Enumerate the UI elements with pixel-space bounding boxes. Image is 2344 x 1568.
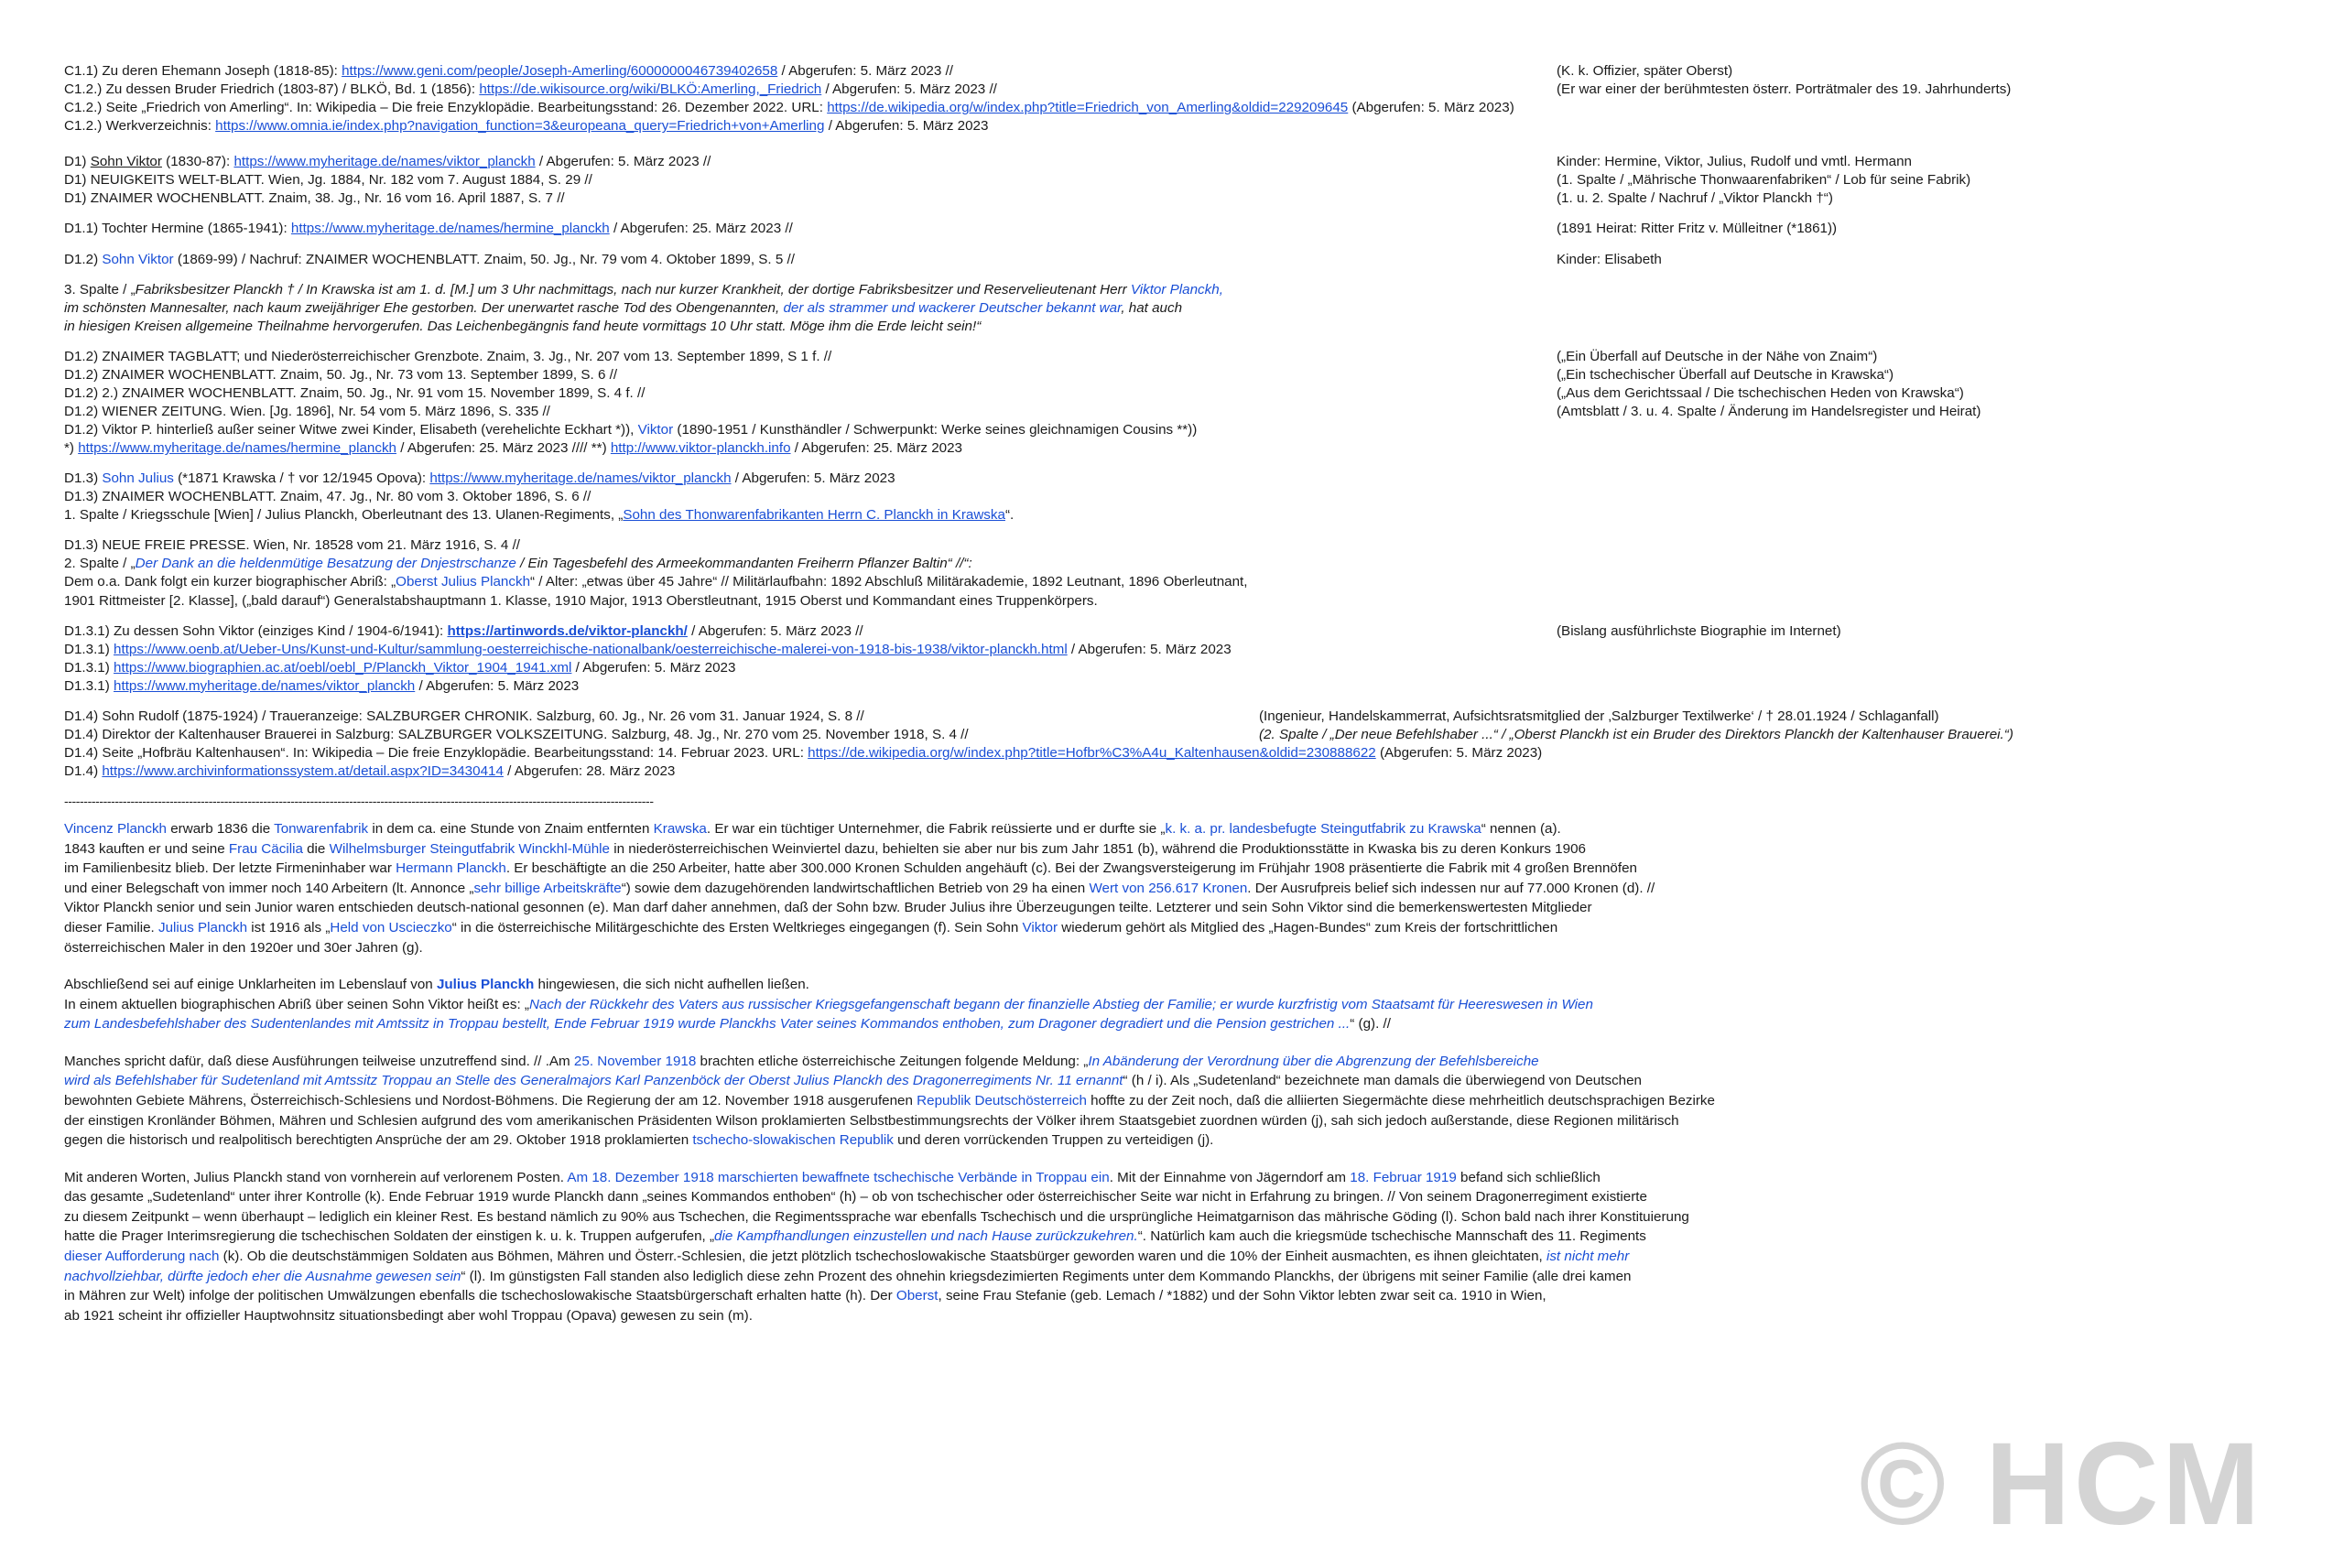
- essay-segment: erwarb 1836 die: [167, 821, 275, 838]
- essay-segment: 1843 kauften er und seine: [64, 840, 229, 857]
- essay-paragraph-3: [64, 1052, 2262, 1151]
- reference-d131c-text: [64, 659, 2188, 677]
- essay-segment: Viktor: [1022, 919, 1058, 935]
- reference-row-d14: [64, 708, 2280, 726]
- reference-row-d13g: [64, 592, 2280, 611]
- essay-segment: “ (g). //: [1350, 1016, 1391, 1033]
- reference-row-c12c: [64, 117, 2280, 135]
- essay-segment: dieser Familie.: [64, 919, 158, 935]
- reference-d12b-note: („Ein tschechischer Überfall auf Deutsche in Krawska“): [1557, 366, 1894, 383]
- essay-segment: . Mit der Einnahme von Jägerndorf am: [1109, 1169, 1351, 1185]
- reference-d14b-text: D1.4) Direktor der Kaltenhauser Brauerei in Salzburg: SALZBURGER VOLKSZEITUNG. Salzburg, 48. Jg., Nr. 270 vom 25. November 1918, S. 4 //: [64, 726, 969, 742]
- quote-1-text: [64, 281, 2188, 299]
- reference-row-d13: [64, 470, 2280, 488]
- essay-line: [64, 1207, 2262, 1227]
- reference-row-d13e: [64, 555, 2280, 573]
- essay-segment: Mit anderen Worten, Julius Planckh stand von vornherein auf verlorenem Posten.: [64, 1169, 568, 1185]
- reference-c11-note: (K. k. Offizier, später Oberst): [1557, 63, 1733, 79]
- essay-segment: in niederösterreichischen Weinviertel dazu, behielten sie aber nur bis zum Jahr 1851 (b), während die Produktionsstätte in Kwaska bis zu deren Konkurs 1906: [610, 840, 1586, 857]
- c12a-prefix: C1.2.) Zu dessen Bruder Friedrich (1803-87) / BLKÖ, Bd. 1 (1856):: [64, 81, 480, 98]
- essay-segment: das gesamte „Sudetenland“ unter ihrer Kontrolle (k). Ende Februar 1919 wurde Planckh dann „seines Kommandos enthoben“ (h) – ob von tschechischer oder österreichischer Seite war nicht in Erfahrung zu bringen. // Von seinem Dragonerregiment existierte: [64, 1189, 1647, 1206]
- d14d-link[interactable]: https://www.archivinformationssystem.at/detail.aspx?ID=3430414: [102, 763, 504, 779]
- reference-d1b-note: (1. Spalte / „Mährische Thonwaarenfabriken“ / Lob für seine Fabrik): [1557, 172, 1971, 189]
- d13f-prefix: Dem o.a. Dank folgt ein kurzer biographischer Abriß: „: [64, 574, 396, 590]
- essay-segment: wiederum gehört als Mitglied des „Hagen-Bundes“ zum Kreis der fortschrittlichen: [1058, 919, 1558, 935]
- c12c-link[interactable]: https://www.omnia.ie/index.php?navigation_function=3&europeana_query=Friedrich+von+Amerling: [215, 118, 825, 135]
- reference-d131-text: [64, 622, 1529, 641]
- reference-row-c12b: [64, 99, 2280, 117]
- reference-d13g-text: 1901 Rittmeister [2. Klasse], („bald darauf“) Generalstabshauptmann 1. Klasse, 1910 Major, 1913 Oberstleutnant, 1915 Oberst und Kommandant eines Truppenkörpers.: [64, 592, 1098, 609]
- essay-segment: Nach der Rückkehr des Vaters aus russischer Kriegsgefangenschaft begann der finanzielle Abstieg der Familie; er wurde kurzfristig vom Staatsamt für Heereswesen in Wien: [528, 996, 1593, 1012]
- essay-segment: Tonwarenfabrik: [274, 821, 369, 838]
- d131d-prefix: D1.3.1): [64, 677, 114, 694]
- reference-d11-note: (1891 Heirat: Ritter Fritz v. Mülleitner (*1861)): [1557, 221, 1838, 237]
- essay-line: [64, 1091, 2262, 1111]
- essay-segment: 25. November 1918: [573, 1053, 697, 1069]
- reference-row-d131: [64, 622, 2280, 641]
- c12a-link[interactable]: https://de.wikisource.org/wiki/BLKÖ:Amerling,_Friedrich: [479, 81, 822, 98]
- quote-2-italic: im schönsten Mannesalter, nach kaum zweijähriger Ehe gestorben. Der unerwartet rasche Tod des Obengenannten,: [64, 299, 784, 316]
- essay-line: [64, 859, 2262, 879]
- essay-segment: Vincenz Planckh: [64, 821, 168, 838]
- reference-d13d-text: D1.3) NEUE FREIE PRESSE. Wien, Nr. 18528 vom 21. März 1916, S. 4 //: [64, 537, 521, 554]
- d12tail2-mid: / Abgerufen: 25. März 2023 //// **): [396, 440, 611, 457]
- reference-c12b-text: [64, 99, 2188, 117]
- reference-d12a-text: D1.2) ZNAIMER TAGBLATT; und Niederösterreichischer Grenzbote. Znaim, 3. Jg., Nr. 207 vom 13. September 1899, S 1 f. //: [64, 348, 832, 364]
- reference-d131b-text: [64, 641, 2188, 659]
- reference-d12tail-text: [64, 421, 2188, 439]
- d131b-suffix: / Abgerufen: 5. März 2023: [1067, 641, 1232, 657]
- quote-line-1: [64, 281, 2280, 299]
- essay-segment: 18. Februar 1919: [1350, 1169, 1457, 1185]
- essay-segment: bewohnten Gebiete Mährens, Österreichisch-Schlesiens und Nordost-Böhmens. Die Regierung der am 12. November 1918 ausgerufenen: [64, 1093, 917, 1108]
- essay-segment: zu diesem Zeitpunkt – wenn überhaupt – lediglich ein kleiner Rest. Es bestand nämlich zu 90% aus Tschechen, die Regimentssprache war ebenfalls Tschechisch und die ursprüngliche Heimatgarnison das mährische Göding (l). Schon bald nach ihrer Konstituierung: [64, 1208, 1689, 1225]
- reference-d1c-note: (1. u. 2. Spalte / Nachruf / „Viktor Planckh †“): [1557, 190, 1833, 207]
- d12tail2-prefix: *): [64, 440, 79, 457]
- essay-segment: Republik Deutschösterreich: [917, 1093, 1087, 1108]
- essay-line: [64, 1052, 2262, 1072]
- essay-segment: . Er war ein tüchtiger Unternehmer, die Fabrik reüssierte und er durfte sie „: [706, 821, 1166, 838]
- section-divider: -------------------------------------------------------------------------------------------------------------------------------------------------------: [64, 794, 654, 809]
- essay-segment: Held von Uscieczko: [330, 919, 452, 935]
- reference-row-d12tail: [64, 421, 2280, 439]
- essay-segment: Am 18. Dezember 1918 marschierten bewaffnete tschechische Verbände in Troppau ein: [567, 1169, 1110, 1185]
- essay-segment: Krawska: [653, 821, 707, 838]
- reference-row-d13f: [64, 573, 2280, 591]
- d11-link[interactable]: https://www.myheritage.de/names/hermine_planckh: [290, 221, 610, 237]
- essay-segment: befand sich schließlich: [1456, 1169, 1601, 1185]
- essay-segment: und einer Belegschaft von immer noch 140 Arbeitern (lt. Annonce „: [64, 880, 474, 896]
- quote-line-3: [64, 318, 2280, 336]
- reference-d131-note: (Bislang ausführlichste Biographie im Internet): [1557, 622, 1841, 639]
- reference-row-d1c: [64, 189, 2280, 208]
- quote-2-highlight: der als strammer und wackerer Deutscher bekannt war: [783, 299, 1122, 316]
- d13-prefix: D1.3): [64, 470, 103, 487]
- essay-segment: zum Landesbefehlshaber des Sudentenlandes mit Amtssitz in Troppau bestellt, Ende Februar 1919 wurde Planckhs Vater seines Kommandos enthoben, zum Dragoner degradiert und die Pension gestrichen ...: [64, 1016, 1351, 1033]
- d131c-suffix: / Abgerufen: 5. März 2023: [571, 659, 736, 676]
- reference-d12c-note: („Aus dem Gerichtssaal / Die tschechischen Heden von Krawska“): [1557, 384, 1964, 401]
- d13e-suffix: / Ein Tagesbefehl des Armeekommandanten Freiherrn Pflanzer Baltin“ //“:: [515, 556, 972, 572]
- c11-suffix: / Abgerufen: 5. März 2023 //: [777, 63, 953, 79]
- quote-2-text: [64, 299, 2188, 318]
- essay-segment: ab 1921 scheint ihr offizieller Hauptwohnsitz situationsbedingt aber wohl Troppau (Opava) gewesen zu sein (m).: [64, 1307, 753, 1324]
- reference-d14-text: D1.4) Sohn Rudolf (1875-1924) / Traueranzeige: SALZBURGER CHRONIK. Salzburg, 60. Jg., Nr. 26 vom 31. Januar 1924, S. 8 //: [64, 708, 864, 724]
- reference-d12-text: [64, 251, 1529, 269]
- essay-segment: in Mähren zur Welt) infolge der politischen Umwälzungen ebenfalls die tschechoslowakische Staatsbürgerschaft erhalten hatte (h). Der: [64, 1288, 896, 1304]
- d131d-link[interactable]: https://www.myheritage.de/names/viktor_planckh: [114, 677, 416, 694]
- d13-highlight: Sohn Julius: [102, 470, 174, 487]
- d131b-link[interactable]: https://www.oenb.at/Ueber-Uns/Kunst-und-Kultur/sammlung-oesterreichische-nationalbank/oesterreichische-malerei-von-1918-bis-1938/viktor-planckh.html: [114, 641, 1068, 657]
- essay-segment: “. Natürlich kam auch die kriegsmüde tschechische Mannschaft des 11. Regiments: [1137, 1228, 1646, 1245]
- reference-d14b-note: (2. Spalte / „Der neue Befehlshaber ...“ / „Oberst Planckh ist ein Bruder des Direktors Planckh der Kaltenhauser Brauerei.“): [1259, 726, 2013, 742]
- reference-d13b-text: D1.3) ZNAIMER WOCHENBLATT. Znaim, 47. Jg., Nr. 80 vom 3. Oktober 1896, S. 6 //: [64, 489, 591, 505]
- essay-segment: österreichischen Maler in den 1920er und 30er Jahren (g).: [64, 939, 423, 956]
- essay-segment: “ (h / i). Als „Sudetenland“ bezeichnete man damals die überwiegend von Deutschen: [1123, 1073, 1642, 1089]
- d14c-prefix: D1.4) Seite „Hofbräu Kaltenhausen“. In: Wikipedia – Die freie Enzyklopädie. Bearbeitungsstand: 14. Februar 2023. URL:: [64, 744, 808, 761]
- essay-segment: k. k. a. pr. landesbefugte Steingutfabrik zu Krawska: [1165, 821, 1481, 838]
- d13-link[interactable]: https://www.myheritage.de/names/viktor_planckh: [429, 470, 732, 487]
- reference-row-d131d: [64, 677, 2280, 696]
- essay-segment: hoffte zu der Zeit noch, daß die alliierten Siegermächte diese mehrheitlich deutschsprachigen Bezirke: [1086, 1093, 1715, 1108]
- d131d-suffix: / Abgerufen: 5. März 2023: [415, 677, 580, 694]
- d12-suffix: (1869-99) / Nachruf: ZNAIMER WOCHENBLATT. Znaim, 50. Jg., Nr. 79 vom 4. Oktober 1899, S. 5 //: [173, 251, 795, 267]
- essay-line: [64, 938, 2262, 958]
- essay-segment: Manches spricht dafür, daß diese Ausführungen teilweise unzutreffend sind. // .Am: [64, 1053, 574, 1069]
- essay-segment: hatte die Prager Interimsregierung die tschechischen Soldaten der einstigen k. u. k. Truppen aufgerufen, „: [64, 1228, 715, 1245]
- document-content: [64, 62, 2280, 1325]
- essay-line: [64, 1187, 2262, 1207]
- d13e-prefix: 2. Spalte / „: [64, 556, 136, 572]
- essay-line: [64, 1267, 2262, 1287]
- d14c-link[interactable]: https://de.wikipedia.org/w/index.php?title=Hofbr%C3%A4u_Kaltenhausen&oldid=230888622: [808, 744, 1376, 761]
- d12tail2-suffix: / Abgerufen: 25. März 2023: [790, 440, 962, 457]
- d12tail2-link1[interactable]: https://www.myheritage.de/names/hermine_planckh: [78, 440, 396, 457]
- d12tail-suffix: (1890-1951 / Kunsthändler / Schwerpunkt: Werke seines gleichnamigen Cousins **)): [673, 422, 1198, 438]
- reference-d14c-text: [64, 744, 2262, 762]
- reference-d11-text: [64, 220, 1529, 238]
- d1-link[interactable]: https://www.myheritage.de/names/viktor_planckh: [233, 154, 536, 170]
- c12b-prefix: C1.2.) Seite „Friedrich von Amerling“. In: Wikipedia – Die freie Enzyklopädie. Bearbeitungsstand: 26. Dezember 2022. URL:: [64, 100, 828, 116]
- d13e-highlight: Der Dank an die heldenmütige Besatzung der Dnjestrschanze: [135, 556, 516, 572]
- essay-line: [64, 1306, 2262, 1326]
- essay-segment: Frau Cäcilia: [228, 840, 303, 857]
- reference-row-d12b: [64, 366, 2280, 384]
- d1-mid: (1830-87):: [161, 154, 234, 170]
- d13c-prefix: 1. Spalte / Kriegsschule [Wien] / Julius Planckh, Oberleutnant des 13. Ulanen-Regiments, „: [64, 507, 624, 524]
- reference-d12c-text: D1.2) 2.) ZNAIMER WOCHENBLATT. Znaim, 50. Jg., Nr. 91 vom 15. November 1899, S. 4 f. //: [64, 384, 646, 401]
- reference-d13-text: [64, 470, 2188, 488]
- d13c-suffix: “.: [1004, 507, 1015, 524]
- reference-row-d12d: [64, 403, 2280, 421]
- d1-underlined: Sohn Viktor: [90, 154, 162, 170]
- reference-c12c-text: [64, 117, 2188, 135]
- essay-segment: tschecho-slowakischen Republik: [692, 1132, 894, 1149]
- essay-line: [64, 1014, 2262, 1034]
- essay-segment: der einstigen Kronländer Böhmen, Mähren und Schlesien aufgrund des vom amerikanischen Präsidenten Wilson proklamierten Selbstbestimmungsrechts der Völker ihrem Staatsgebiet zuordnen würden (j), sah sich jedoch außerstande, diese Regionen militärisch: [64, 1112, 1679, 1129]
- essay-segment: Abschließend sei auf einige Unklarheiten im Lebenslauf von: [64, 977, 437, 993]
- reference-row-d131c: [64, 659, 2280, 677]
- d131b-prefix: D1.3.1): [64, 641, 114, 657]
- c12b-suffix: (Abgerufen: 5. März 2023): [1348, 100, 1514, 116]
- d14d-suffix: / Abgerufen: 28. März 2023: [503, 763, 676, 779]
- quote-2-suffix: , hat auch: [1121, 299, 1183, 316]
- essay-segment: wird als Befehlshaber für Sudetenland mit Amtssitz Troppau an Stelle des Generalmajors Karl Panzenböck der Oberst Julius Planckh des Dragonerregiments Nr. 11 ernannt: [64, 1073, 1123, 1089]
- reference-d1-text: [64, 153, 1529, 171]
- reference-row-d1b: [64, 171, 2280, 189]
- d131-suffix: / Abgerufen: 5. März 2023 //: [687, 622, 863, 639]
- essay-segment: im Familienbesitz blieb. Der letzte Firmeninhaber war: [64, 860, 396, 877]
- essay-segment: nachvollziehbar, dürfte jedoch eher die Ausnahme gewesen sein: [64, 1268, 461, 1284]
- essay-segment: , seine Frau Stefanie (geb. Lemach / *1882) und der Sohn Viktor lebten zwar seit ca. 1910 in Wien,: [938, 1288, 1546, 1304]
- reference-row-d12: [64, 251, 2280, 269]
- reference-row-d12tail2: [64, 439, 2280, 458]
- essay-segment: Wilhelmsburger Steingutfabrik Winckhl-Mühle: [329, 840, 610, 857]
- reference-d12b-text: D1.2) ZNAIMER WOCHENBLATT. Znaim, 50. Jg., Nr. 73 vom 13. September 1899, S. 6 //: [64, 366, 618, 383]
- essay-line: [64, 995, 2262, 1015]
- essay-line: [64, 918, 2262, 938]
- d131-prefix: D1.3.1) Zu dessen Sohn Viktor (einziges Kind / 1904-6/1941):: [64, 622, 448, 639]
- essay-segment: “ in die österreichische Militärgeschichte des Ersten Weltkrieges eingegangen (f). Sein Sohn: [451, 919, 1023, 935]
- essay-line: [64, 1168, 2262, 1188]
- reference-d1-note: Kinder: Hermine, Viktor, Julius, Rudolf und vmtl. Hermann: [1557, 154, 1913, 170]
- essay-paragraph-4: [64, 1168, 2262, 1326]
- reference-row-d1: [64, 153, 2280, 171]
- d13f-suffix: “ / Alter: „etwas über 45 Jahre“ // Militärlaufbahn: 1892 Abschluß Militärakademie, 1892 Leutnant, 1896 Oberleutnant,: [530, 574, 1248, 590]
- essay-line: [64, 1227, 2262, 1247]
- essay-line: [64, 819, 2262, 839]
- reference-d12d-note: (Amtsblatt / 3. u. 4. Spalte / Änderung im Handelsregister und Heirat): [1557, 403, 1981, 419]
- d131c-link[interactable]: https://www.biographien.ac.at/oebl/oebl_P/Planckh_Viktor_1904_1941.xml: [114, 659, 572, 676]
- essay-line: [64, 1111, 2262, 1131]
- d131-link[interactable]: https://artinwords.de/viktor-planckh/: [447, 622, 688, 639]
- essay-segment: dieser Aufforderung nach: [64, 1249, 220, 1265]
- reference-d14-note: (Ingenieur, Handelskammerrat, Aufsichtsratsmitglied der ‚Salzburger Textilwerke‘ / † 28.01.1924 / Schlaganfall): [1259, 708, 1939, 724]
- essay-line: [64, 1286, 2262, 1306]
- reference-row-d131b: [64, 641, 2280, 659]
- essay-segment: Oberst: [895, 1288, 939, 1304]
- essay-line: [64, 898, 2262, 918]
- d1-prefix: D1): [64, 154, 91, 170]
- d12tail-highlight: Viktor: [637, 422, 674, 438]
- reference-c12a-text: [64, 81, 1529, 99]
- d13-mid: (*1871 Krawska / † vor 12/1945 Opova):: [173, 470, 430, 487]
- essay-segment: “) sowie dem dazugehörenden landwirtschaftlichen Betrieb von 29 ha einen: [621, 880, 1090, 896]
- d12-highlight: Sohn Viktor: [102, 251, 174, 267]
- essay-line: [64, 1071, 2262, 1091]
- essay-segment: Julius Planckh: [436, 977, 535, 993]
- c11-prefix: C1.1) Zu deren Ehemann Joseph (1818-85):: [64, 63, 342, 79]
- essay-segment: die Kampfhandlungen einzustellen und nach Hause zurückzukehren.: [714, 1228, 1138, 1245]
- essay-line: [64, 1130, 2262, 1151]
- quote-line-2: [64, 299, 2280, 318]
- reference-d1b-text: D1) NEUIGKEITS WELT-BLATT. Wien, Jg. 1884, Nr. 182 vom 7. August 1884, S. 29 //: [64, 172, 592, 189]
- d13f-highlight: Oberst Julius Planckh: [396, 574, 531, 590]
- essay-segment: Hermann Planckh: [396, 860, 506, 877]
- watermark: © HCM: [1859, 1419, 2263, 1550]
- essay-segment: und deren vorrückenden Truppen zu verteidigen (j).: [893, 1132, 1214, 1149]
- reference-row-d13d: [64, 536, 2280, 555]
- essay-paragraph-2: [64, 975, 2262, 1034]
- quote-1-prefix: 3. Spalte / „: [64, 281, 136, 297]
- essay-line: [64, 839, 2262, 860]
- quote-3-text: in hiesigen Kreisen allgemeine Theilnahme hervorgerufen. Das Leichenbegängnis fand heute vormittags 10 Uhr statt. Möge ihm die Erde leicht sein!“: [64, 318, 982, 334]
- essay-segment: . Der Ausrufpreis belief sich indessen nur auf 77.000 Kronen (d). //: [1247, 880, 1655, 896]
- d12tail2-link2[interactable]: http://www.viktor-planckh.info: [610, 440, 791, 457]
- essay-segment: “ (l). Im günstigsten Fall standen also lediglich diese zehn Prozent des ohnehin kriegsdezimierten Regiments unter dem Kommando Planckhs, der übrigens mit seiner Familie (alle drei kamen: [461, 1268, 1632, 1284]
- essay-segment: die: [302, 840, 330, 857]
- essay-segment: Julius Planckh: [157, 919, 248, 935]
- reference-d12a-note: („Ein Überfall auf Deutsche in der Nähe von Znaim“): [1557, 348, 1878, 364]
- reference-row-d14b: [64, 726, 2280, 744]
- essay-segment: Wert von 256.617 Kronen: [1089, 880, 1248, 896]
- reference-d12tail2-text: [64, 439, 2188, 458]
- reference-row-c12a: [64, 81, 2280, 99]
- essay-segment: gegen die historisch und realpolitisch berechtigten Ansprüche der am 29. Oktober 1918 proklamierten: [64, 1132, 693, 1149]
- reference-d14d-text: [64, 762, 2262, 781]
- essay-segment: “ nennen (a).: [1481, 821, 1561, 838]
- essay-segment: sehr billige Arbeitskräfte: [473, 880, 622, 896]
- reference-d131d-text: [64, 677, 2188, 696]
- reference-d1c-text: D1) ZNAIMER WOCHENBLATT. Znaim, 38. Jg., Nr. 16 vom 16. April 1887, S. 7 //: [64, 190, 565, 207]
- reference-row-d12a: [64, 348, 2280, 366]
- essay-segment: (k). Ob die deutschstämmigen Soldaten aus Böhmen, Mähren und Österr.-Schlesien, die jetzt plötzlich tschechoslowakische Staatsbürger geworden waren und die 10% der Einheit ausmachten, es ihnen gleichtaten,: [219, 1249, 1546, 1265]
- d1-suffix: / Abgerufen: 5. März 2023 //: [535, 154, 711, 170]
- essay-segment: . Er beschäftigte an die 250 Arbeiter, hatte aber 300.000 Kronen Schulden angehäuft (c). Bei der Zwangsversteigerung im Frühjahr 1908 präsentierte die Fabrik mit 4 großen Brennöfen: [505, 860, 1637, 877]
- essay-line: [64, 975, 2262, 995]
- essay-segment: in dem ca. eine Stunde von Znaim entfernten: [368, 821, 654, 838]
- d14d-prefix: D1.4): [64, 763, 103, 779]
- reference-row-d14d: [64, 762, 2280, 781]
- reference-d12d-text: D1.2) WIENER ZEITUNG. Wien. [Jg. 1896], Nr. 54 vom 5. März 1896, S. 335 //: [64, 403, 550, 419]
- reference-d13f-text: [64, 573, 2188, 591]
- quote-1-italic: Fabriksbesitzer Planckh † / In Krawska ist am 1. d. [M.] um 3 Uhr nachmittags, nach nur kurzer Krankheit, der dortige Fabriksbesitzer und Reservelieutenant Herr: [135, 281, 1131, 297]
- d14c-suffix: (Abgerufen: 5. März 2023): [1375, 744, 1543, 761]
- reference-d13e-text: [64, 555, 2188, 573]
- reference-row-d13c: [64, 506, 2280, 524]
- c12b-link[interactable]: https://de.wikipedia.org/w/index.php?title=Friedrich_von_Amerling&oldid=229209645: [827, 100, 1349, 116]
- d12-prefix: D1.2): [64, 251, 103, 267]
- quote-1-highlight: Viktor Planckh,: [1130, 281, 1223, 297]
- essay-segment: In Abänderung der Verordnung über die Abgrenzung der Befehlsbereiche: [1088, 1053, 1539, 1069]
- c12c-prefix: C1.2.) Werkverzeichnis:: [64, 118, 216, 135]
- reference-row-d12c: [64, 384, 2280, 403]
- d11-prefix: D1.1) Tochter Hermine (1865-1941):: [64, 221, 291, 237]
- reference-c11-text: [64, 62, 1529, 81]
- d12tail-prefix: D1.2) Viktor P. hinterließ außer seiner Witwe zwei Kinder, Elisabeth (verehelichte Eckhart *)),: [64, 422, 638, 438]
- d131c-prefix: D1.3.1): [64, 659, 114, 676]
- essay-segment: brachten etliche österreichische Zeitungen folgende Meldung: „: [696, 1053, 1089, 1069]
- essay-line: [64, 879, 2262, 899]
- reference-row-d14c: [64, 744, 2280, 762]
- reference-row-c11: [64, 62, 2280, 81]
- d13-suffix: / Abgerufen: 5. März 2023: [731, 470, 895, 487]
- d13c-highlight: Sohn des Thonwarenfabrikanten Herrn C. Planckh in Krawska: [623, 507, 1005, 524]
- essay-line: [64, 1247, 2262, 1267]
- c12a-suffix: / Abgerufen: 5. März 2023 //: [821, 81, 997, 98]
- essay-segment: ist 1916 als „: [247, 919, 331, 935]
- essay-segment: In einem aktuellen biographischen Abriß über seinen Sohn Viktor heißt es: „: [64, 996, 529, 1012]
- reference-d12-note: Kinder: Elisabeth: [1557, 251, 1662, 267]
- essay-segment: hingewiesen, die sich nicht aufhellen ließen.: [534, 977, 809, 993]
- reference-c12a-note: (Er war einer der berühmtesten österr. Porträtmaler des 19. Jahrhunderts): [1557, 81, 2012, 98]
- c12c-suffix: / Abgerufen: 5. März 2023: [824, 118, 989, 135]
- essay-paragraph-1: [64, 819, 2262, 957]
- reference-d13c-text: [64, 506, 2188, 524]
- essay-segment: ist nicht mehr: [1546, 1249, 1630, 1265]
- reference-row-d11: [64, 220, 2280, 238]
- essay-segment: Viktor Planckh senior und sein Junior waren entschieden deutsch-national gesonnen (e). Man darf daher annehmen, daß der Sohn bzw. Bruder Julius ihre Überzeugungen teilte. Letzterer und sein Sohn Viktor sind die bemerkenswertesten Mitglieder: [64, 900, 1592, 916]
- reference-row-d13b: [64, 488, 2280, 506]
- c11-link[interactable]: https://www.geni.com/people/Joseph-Amerling/6000000046739402658: [342, 63, 778, 79]
- d11-suffix: / Abgerufen: 25. März 2023 //: [609, 221, 793, 237]
